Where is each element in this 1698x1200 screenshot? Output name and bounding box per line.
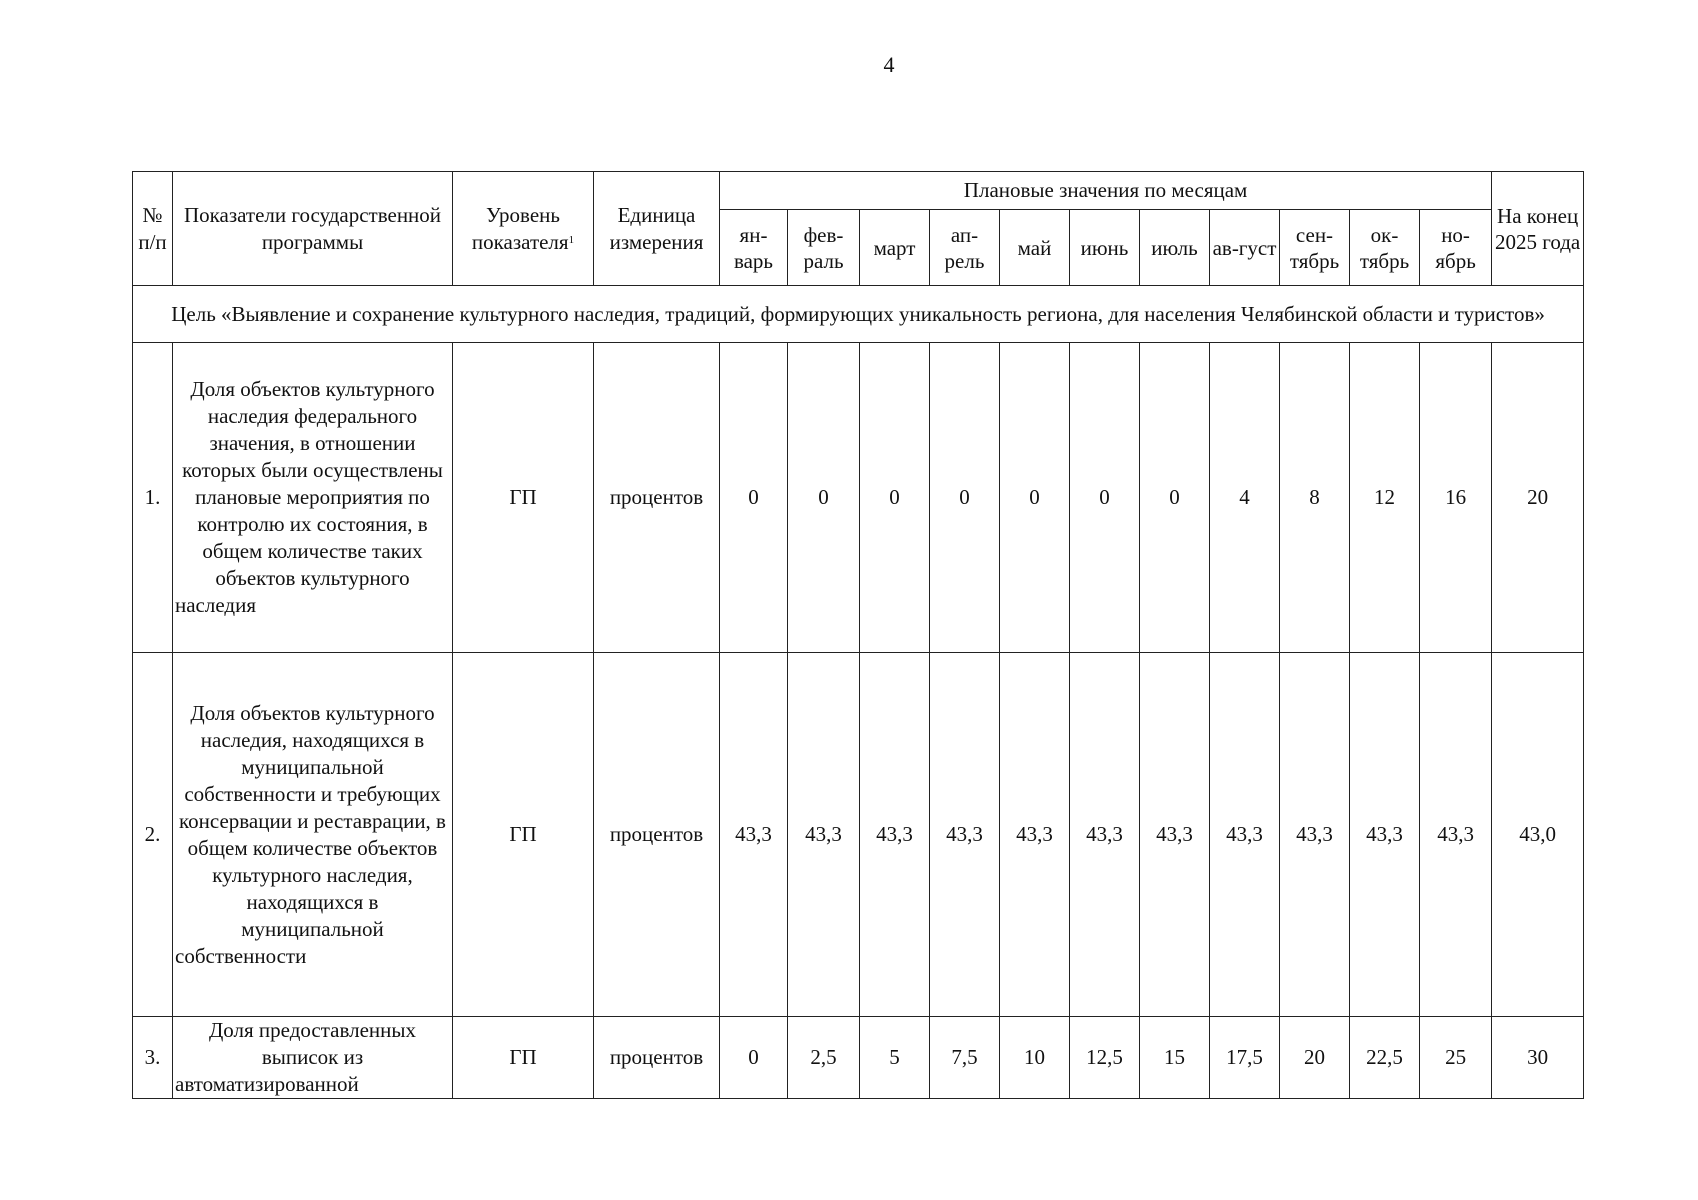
month-value: 0	[1140, 343, 1210, 653]
row-number: 2.	[133, 653, 173, 1017]
header-month: ап-рель	[930, 210, 1000, 286]
table-row	[133, 343, 1584, 653]
month-value: 25	[1420, 1017, 1492, 1099]
indicator-level: ГП	[453, 343, 594, 653]
month-value: 0	[720, 1017, 788, 1099]
month-value: 0	[930, 343, 1000, 653]
page-number: 4	[883, 52, 895, 77]
indicator-name: Доля объектов культурного наследия, находящихся в муниципальной собственности и требующих консервации и реставрации, в общем количестве объектов культурного наследия, находящихся в муниципальной собственности	[173, 653, 453, 1017]
unit-of-measure: процентов	[594, 653, 720, 1017]
month-value: 43,3	[860, 653, 930, 1017]
header-month: сен-тябрь	[1280, 210, 1350, 286]
header-end-of-year: На конец 2025 года	[1492, 172, 1584, 286]
month-value: 7,5	[930, 1017, 1000, 1099]
month-value: 43,3	[1350, 653, 1420, 1017]
month-value: 0	[860, 343, 930, 653]
row-number: 3.	[133, 1017, 173, 1099]
header-num: № п/п	[133, 172, 173, 286]
header-indicator: Показатели государственной программы	[173, 172, 453, 286]
header-month: июнь	[1070, 210, 1140, 286]
month-value: 43,3	[1210, 653, 1280, 1017]
month-value: 43,3	[1420, 653, 1492, 1017]
header-month: но-ябрь	[1420, 210, 1492, 286]
table-row	[133, 653, 1584, 1017]
end-of-year-value: 43,0	[1492, 653, 1584, 1017]
header-level-footnote: 1	[568, 233, 575, 246]
header-unit: Единица измерения	[594, 172, 720, 286]
header-month: ян-варь	[720, 210, 788, 286]
month-value: 0	[788, 343, 860, 653]
month-value: 8	[1280, 343, 1350, 653]
header-level	[453, 172, 594, 286]
month-value: 43,3	[720, 653, 788, 1017]
indicators-table	[132, 171, 1584, 1099]
month-value: 20	[1280, 1017, 1350, 1099]
row-number: 1.	[133, 343, 173, 653]
indicator-name: Доля предоставленных выписок из автоматизированной	[173, 1017, 453, 1099]
header-month: ав-густ	[1210, 210, 1280, 286]
header-month: фев-раль	[788, 210, 860, 286]
indicator-level: ГП	[453, 1017, 594, 1099]
month-value: 5	[860, 1017, 930, 1099]
month-value: 43,3	[930, 653, 1000, 1017]
month-value: 43,3	[1280, 653, 1350, 1017]
month-value: 22,5	[1350, 1017, 1420, 1099]
month-value: 12,5	[1070, 1017, 1140, 1099]
month-value: 43,3	[1070, 653, 1140, 1017]
month-value: 12	[1350, 343, 1420, 653]
month-value: 43,3	[1000, 653, 1070, 1017]
month-value: 10	[1000, 1017, 1070, 1099]
month-value: 43,3	[788, 653, 860, 1017]
header-month: июль	[1140, 210, 1210, 286]
month-value: 2,5	[788, 1017, 860, 1099]
header-month: ок-тябрь	[1350, 210, 1420, 286]
indicator-level: ГП	[453, 653, 594, 1017]
header-months-group: Плановые значения по месяцам	[720, 172, 1492, 210]
unit-of-measure: процентов	[594, 1017, 720, 1099]
indicator-name: Доля объектов культурного наследия федерального значения, в отношении которых были осуществлены плановые мероприятия по контролю их состояния, в общем количестве таких объектов культурного наследия	[173, 343, 453, 653]
month-value: 0	[1000, 343, 1070, 653]
goal-row: Цель «Выявление и сохранение культурного наследия, традиций, формирующих уникальность региона, для населения Челябинской области и туристов»	[133, 286, 1584, 343]
header-month: май	[1000, 210, 1070, 286]
header-level-text: Уровень показателя	[471, 202, 569, 254]
month-value: 43,3	[1140, 653, 1210, 1017]
month-value: 4	[1210, 343, 1280, 653]
end-of-year-value: 20	[1492, 343, 1584, 653]
month-value: 16	[1420, 343, 1492, 653]
header-month: март	[860, 210, 930, 286]
unit-of-measure: процентов	[594, 343, 720, 653]
month-value: 0	[720, 343, 788, 653]
table-row	[133, 1017, 1584, 1099]
end-of-year-value: 30	[1492, 1017, 1584, 1099]
month-value: 15	[1140, 1017, 1210, 1099]
month-value: 0	[1070, 343, 1140, 653]
month-value: 17,5	[1210, 1017, 1280, 1099]
